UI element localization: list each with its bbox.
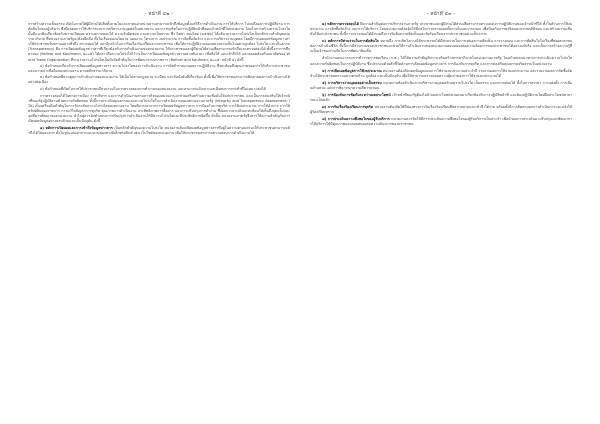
paragraph-text: หน่วยงานควรจัดให้มีการประเมินความพึงพอใจของผู้รับบริการเป็นประจำ เพื่อนำผลการประเมินมาปรับปรุงและพัฒนาการให้บริการให้มีคุณภาพและตอบสนองต่อความต้องการของประชาชน	[310, 117, 572, 127]
right-page	[300, 0, 600, 424]
paragraph	[310, 117, 572, 127]
paragraph-heading: ๗) การรับเรื่องร้องเรียนการทุจริต	[322, 105, 374, 110]
page-number: - หน้าที่ ๔๓ -	[426, 12, 456, 17]
paragraph-text: หน่วยงานต้องจัดให้มีช่องทางการรับเรื่องร้องเรียนที่หลากหลายและเข้าถึงได้ง่าย พร้อมทั้งมีการติดตามผลการดำเนินการและแจ้งให้ผู้ร้องเรียนทราบ	[310, 105, 572, 115]
paragraph-text: หน่วยงานต้องเปิดเผยข้อมูลแผนการใช้จ่ายงบประมาณประจำปี รายงานผลการใช้จ่ายงบประมาณ และรายงานผลการจัดซื้อจัดจ้างให้ประชาชนทราบอย่างครบถ้วน ถูกต้อง และเป็นปัจจุบัน เพื่อให้สามารถตรวจสอบความคุ้มค่าของการใช้จ่ายงบประมาณได้	[310, 68, 573, 78]
paragraph-heading: ๓) หลักการมีส่วนร่วมในการตัดสินใจ	[322, 39, 379, 44]
paragraph	[310, 81, 572, 91]
paragraph	[310, 93, 572, 103]
paragraph-text: หมายถึง การเปิดโอกาสให้ประชาชนได้มีส่วนร่วมในการเสนอความคิดเห็น การวางแผน และการตัดสินใจในเรื่องที่ส่งผลกระทบต่อการดำเนินชีวิต ทั้งนี้การมีส่วนร่วมของประชาชนจะช่วยให้การดำเนินงานของหน่วยงานตอบสนองต่อความต้องการของประชาชนได้อย่างแท้จริง และเป็นการสร้างความรู้สึกเป็นเจ้าของร่วมกันในการพัฒนาท้องถิ่น	[310, 39, 572, 54]
paragraph-text: ๑) ข้อกำหนดเกี่ยวกับการเปิดเผยข้อมูลข่าวสาร ความโปร่งใสของการดำเนินงาน การจัดทำรายงานผลการปฏิบัติงาน ซึ่งสะท้อนถึงคุณภาพของการให้บริการประชาชน และความน่าเชื่อถือของหน่วยงาน ตามหลักธรรมาภิบาล	[28, 63, 290, 73]
paragraph	[310, 69, 572, 79]
page-number: - หน้าที่ ๔๒ -	[144, 12, 174, 17]
paragraph-heading: ๘) การประเมินความพึงพอใจของผู้รับบริการ	[322, 117, 390, 122]
paragraph	[28, 22, 290, 63]
paragraph-heading: ๑) หลักการเปิดเผยและการเข้าถึงข้อมูลข่าวสาร	[40, 126, 113, 131]
paragraph	[310, 56, 572, 66]
paragraph	[28, 64, 290, 74]
paragraph	[310, 105, 572, 115]
paragraph-text: หน่วยงานต้องดำเนินการบริหารงานบุคคลด้วยความโปร่งใส เป็นธรรม และตรวจสอบได้ ทั้งในการสรรหา การแต่งตั้ง การเลื่อนตำแหน่ง และการพิจารณาความดีความชอบ	[310, 80, 572, 90]
paragraph	[310, 39, 572, 54]
paragraph	[28, 126, 290, 136]
paragraph-text: เป็นหลักสำคัญของความโปร่งใส หน่วยงานต้องเปิดเผยข้อมูลข่าวสารที่อยู่ในความครอบครองให้ประชาชนสามารถเข้าถึงได้โดยสะดวก ทั้งในรูปแบบเอกสารและผ่านช่องทางอิเล็กทรอนิกส์ เช่น เว็บไซต์ของหน่วยงาน เพื่อให้ประชาชนสามารถตรวจสอบการดำเนินงานได้	[28, 126, 290, 136]
paragraph	[28, 75, 290, 85]
paragraph-heading: ๒) หลักการตรวจสอบได้	[322, 22, 359, 26]
paragraph	[310, 22, 572, 37]
paragraph-text: ๒) ข้อกำหนดที่ควบคุมการดำเนินงานของหน่วยงาน ให้เป็นไปตามกฎหมาย ระเบียบ และข้อบังคับที่เกี่ยวข้อง ทั้งนี้เพื่อให้ประชาชนสามารถติดตามผลการดำเนินงานได้อย่างต่อเนื่อง	[28, 75, 290, 85]
paragraph-text: มีความสำคัญต่อการบริหารงานภาครัฐ ประชาชนและผู้มีส่วนได้ส่วนเสียสามารถตรวจสอบการปฏิบัติงานของเจ้าหน้าที่ได้ ทั้งในด้านการใช้งบประมาณ การจัดซื้อจัดจ้าง และการให้บริการ โดยหน่วยงานต้องจัดให้มีกลไกการตรวจสอบทั้งภายในและภายนอก เพื่อป้องกันการทุจริตและประพฤติมิชอบ และสร้างความเชื่อมั่นให้แก่ประชาชน ทั้งนี้การตรวจสอบได้ยังรวมถึงการรับฟังความคิดเห็นและข้อร้องเรียนจากประชาชนอย่างเป็นระบบ	[310, 22, 572, 37]
paragraph-heading: ๕) การบริหารงานบุคคลอย่างเป็นธรรม	[322, 80, 382, 85]
paragraph-text: การสร้างความเป็นธรรม เปิดโอกาสให้ผู้มีส่วนได้เสียทั้งภายในและภายนอกหน่วยงานสามารถเข้าถึงข้อมูลตั้งแต่วิธีการดำเนินงาน การให้บริการ ไปจนถึงผลการปฏิบัติงาน การตัดสินใจของผู้บริหาร ซึ่งมีผลต่อการให้บริการและการบริหารงานบุคคลในหน่วยงาน และการทุจริตในการปฏิบัติหน้าที่ของเจ้าหน้าที่ในหน่วยงาน โดยในการสร้างความโปร่งใสนั้นมีแนวคิดเกี่ยวข้องกับความเปิดเผย ความตรวจสอบได้ ความรับผิดชอบ และความเป็นธรรม ซึ่ง นิตยา ทองไทย (๒๕๕๒) ได้อธิบายว่าความโปร่งใสเป็นหลักการสำคัญของธรรมาภิบาล ที่หน่วยงานภาครัฐจะต้องยึดถือ ทั้งในเรื่องของนโยบาย แผนงาน โครงการ งบประมาณ การจัดซื้อจัดจ้าง และการบริหารงานบุคคล โดยมีการเผยแพร่ข้อมูลข่าวสารให้ประชาชนรับทราบอย่างทั่วถึง ตรวจสอบได้ และมีกลไกในการรับเรื่องร้องเรียนจากประชาชน เพื่อให้การปฏิบัติงานของหน่วยงานเป็นไปอย่างถูกต้อง โปร่งใส และเป็นธรรม (Transparency) คือ การเปิดเผยข้อมูลข่าวสารที่เกี่ยวข้องกับการดำเนินงานของหน่วยงาน ให้ประชาชนและผู้มีส่วนได้ส่วนเสียสามารถเข้าถึงและตรวจสอบได้ ทั้งนี้จากการศึกษาของ (Bellver and Kaufmann, ๒๐๐๕) ได้กล่าวถึงความโปร่งใสไว้ว่าเป็นการเปิดเผยข้อมูลข่าวสารอย่างทันเวลา เชื่อถือได้ และเข้าถึงได้ และสอดคล้องกับแนวคิดของ World Trade Organization ที่ระบุว่าความโปร่งใสเป็นปัจจัยสำคัญในการพัฒนาระบบราชการ (Bellver and Kaufman, ๒๐๐๕: หน้าที่ ๔) ดังนี้	[28, 22, 290, 62]
paragraph-text: สำนักงานคณะกรรมการข้าราชการพลเรือน (ก.พ.) ได้ให้ความสำคัญกับการเสริมสร้างธรรมาภิบาลในหน่วยงานภาครัฐ โดยกำหนดแนวทางการประเมินความโปร่งใสและความรับผิดชอบในการปฏิบัติงาน ซึ่งประกอบด้วยตัวชี้วัดด้านการเปิดเผยข้อมูลข่าวสาร การป้องกันการทุจริต และการส่งเสริมคุณธรรมจริยธรรมในหน่วยงาน	[310, 56, 572, 66]
paragraph-heading: ๖) การป้องกันการขัดกันระหว่างผลประโยชน์	[322, 92, 391, 97]
paragraph-text: เจ้าหน้าที่ของรัฐต้องไม่นำผลประโยชน์ส่วนตนมาเกี่ยวข้องกับการปฏิบัติหน้าที่ และต้องปฏิบัติงานโดยยึดประโยชน์สาธารณะเป็นหลัก	[310, 92, 572, 103]
paragraph	[28, 94, 290, 124]
paragraph	[28, 87, 290, 92]
paragraph-text: ๓) ข้อกำหนดที่เปิดโอกาสให้ประชาชนมีส่วนร่วมในการตรวจสอบการทำงานของหน่วยงาน และสามารถแจ้งเบาะแสเมื่อพบการกระทำที่ไม่เหมาะสมได้	[40, 86, 266, 91]
paragraph-heading: ๔) การเปิดเผยข้อมูลการใช้งบประมาณ	[322, 68, 382, 73]
paragraph-text: การตรวจสอบได้ในทางการเมือง การบริหาร และการดำเนินงานตามภารกิจของหน่วยงานจะช่วยเสริมสร้างความเชื่อมั่นให้แก่ประชาชน และเป็นการส่งเสริมให้เจ้าหน้าที่ของรัฐปฏิบัติงานด้วยความรับผิดชอบ ทั้งนี้การประเมินคุณธรรมและความโปร่งใสในการดำเนินงานของหน่วยงานภาครัฐ (Integrity and Transparency Assessment: ITA) เป็นเครื่องมือสำคัญในการวัดระดับความโปร่งใสของหน่วยงาน โดยพิจารณาจากการเปิดเผยข้อมูลข่าวสาร การป้องกันการทุจริต การใช้งบประมาณ การใช้อำนาจ การใช้ทรัพย์สินของราชการ การแก้ไขปัญหาการทุจริต คุณภาพการดำเนินงาน ประสิทธิภาพการสื่อสาร และการปรับปรุงการทำงาน ซึ่งผลการประเมินจะสะท้อนให้เห็นถึงจุดแข็งและจุดที่ควรพัฒนาของหน่วยงาน นำไปสู่การจัดทำแผนการปรับปรุงการดำเนินงานให้มีความโปร่งใสและมีประสิทธิภาพยิ่งขึ้น ดังนั้น หน่วยงานภาครัฐจึงควรให้ความสำคัญกับการเปิดเผยข้อมูลอย่างครบถ้วนและเป็นปัจจุบัน ดังนี้	[28, 93, 290, 123]
